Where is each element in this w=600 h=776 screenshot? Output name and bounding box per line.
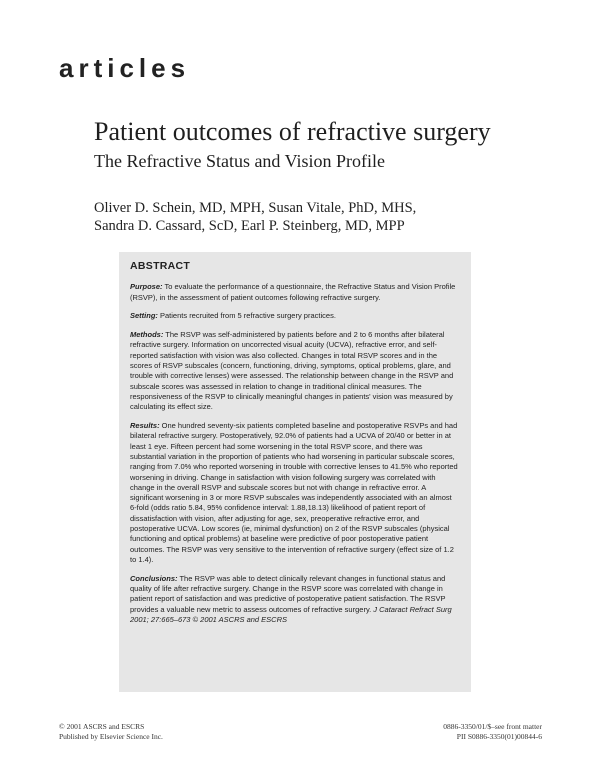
conclusions-label: Conclusions:: [130, 573, 178, 583]
setting-label: Setting:: [130, 311, 158, 321]
footer-right-line-2: PII S0886-3350(01)00844-6: [456, 732, 542, 741]
purpose-text: To evaluate the performance of a questionnaire, the Refractive Status and Vision Profile (RSVP), in the assessment of patient outcomes following refractive surgery.: [130, 282, 456, 302]
footer-copyright: [59, 722, 163, 742]
citation-text: J Cataract Refract Surg 2001; 27:665–673 © 2001 ASCRS and ESCRS: [130, 604, 452, 624]
footer-left-line-2: Published by Elsevier Science Inc.: [59, 732, 163, 741]
footer-pii: [443, 722, 542, 742]
results-label: Results:: [130, 421, 160, 431]
purpose-paragraph: [130, 282, 460, 303]
setting-text: Patients recruited from 5 refractive surgery practices.: [157, 311, 336, 321]
authors-line-1: Oliver D. Schein, MD, MPH, Susan Vitale, PhD, MHS,: [94, 200, 417, 216]
results-paragraph: [130, 421, 460, 565]
conclusions-paragraph: [130, 574, 460, 625]
abstract-box: [119, 252, 471, 692]
methods-text: The RSVP was self-administered by patients before and 2 to 6 months after bilateral refractive surgery. Information on uncorrected visual acuity (UCVA), refractive error, and self-reported satisfaction with vision was also collected. Changes in total RSVP scores and in the scores of RSVP subscales (concern, functioning, driving, symptoms, optical problems, glare, and trouble with corrective lenses) were assessed. The relationship between change in the RSVP and subscale scores was assessed in relation to change in traditional clinical measures. The responsiveness of the RSVP to clinically meaningful changes in patients' vision was measured by calculating its effect size.: [130, 330, 454, 412]
purpose-label: Purpose:: [130, 282, 163, 292]
methods-label: Methods:: [130, 330, 164, 340]
footer-left-line-1: © 2001 ASCRS and ESCRS: [59, 722, 145, 731]
article-title: Patient outcomes of refractive surgery: [94, 117, 491, 146]
setting-paragraph: [130, 311, 460, 321]
conclusions-text: The RSVP was able to detect clinically relevant changes in functional status and quality of life after refractive surgery. Change in the RSVP score was correlated with change in patient report of satisfaction and was predictive of postoperative patient satisfaction. The RSVP provides a valuable new metric to assess outcomes of refractive surgery.: [130, 573, 446, 614]
article-subtitle: The Refractive Status and Vision Profile: [94, 151, 386, 171]
methods-paragraph: [130, 330, 460, 412]
results-text: One hundred seventy-six patients completed baseline and postoperative RSVPs and had bilateral refractive surgery. Postoperatively, 92.0% of patients had a UCVA of 20/40 or better in at least 1 eye. Fifteen percent had some worsening in the total RSVP score, and there was substantial variation in the proportion of patients who had worsening in particular subscale scores, ranging from 7.0% who reported worsening in trouble with corrective lenses to 41.5% who reported worsening in driving. Change in satisfaction with vision following surgery was correlated with change in the overall RSVP and subscale scores but not with change in refractive error. A significant worsening in 3 or more RSVP subscales was independently associated with an almost 6-fold (odds ratio 5.84, 95% confidence interval: 1.88,18.13) likelihood of patient report of dissatisfaction with vision, after adjusting for age, sex, preoperative refractive error, and postoperative UCVA. Low scores (ie, minimal dysfunction) on 2 of the RSVP subscales (physical functioning and optical problems) at baseline were predictive of poor postoperative patient outcomes. The RSVP was very sensitive to the intervention of refractive surgery (effect size of 1.2 to 1.4).: [130, 421, 458, 564]
authors-line-2: Sandra D. Cassard, ScD, Earl P. Steinberg, MD, MPP: [94, 218, 405, 234]
author-list: [94, 199, 534, 235]
abstract-heading: ABSTRACT: [130, 260, 191, 272]
footer-right-line-1: 0886-3350/01/$–see front matter: [443, 722, 542, 731]
section-label: articles: [59, 53, 191, 83]
